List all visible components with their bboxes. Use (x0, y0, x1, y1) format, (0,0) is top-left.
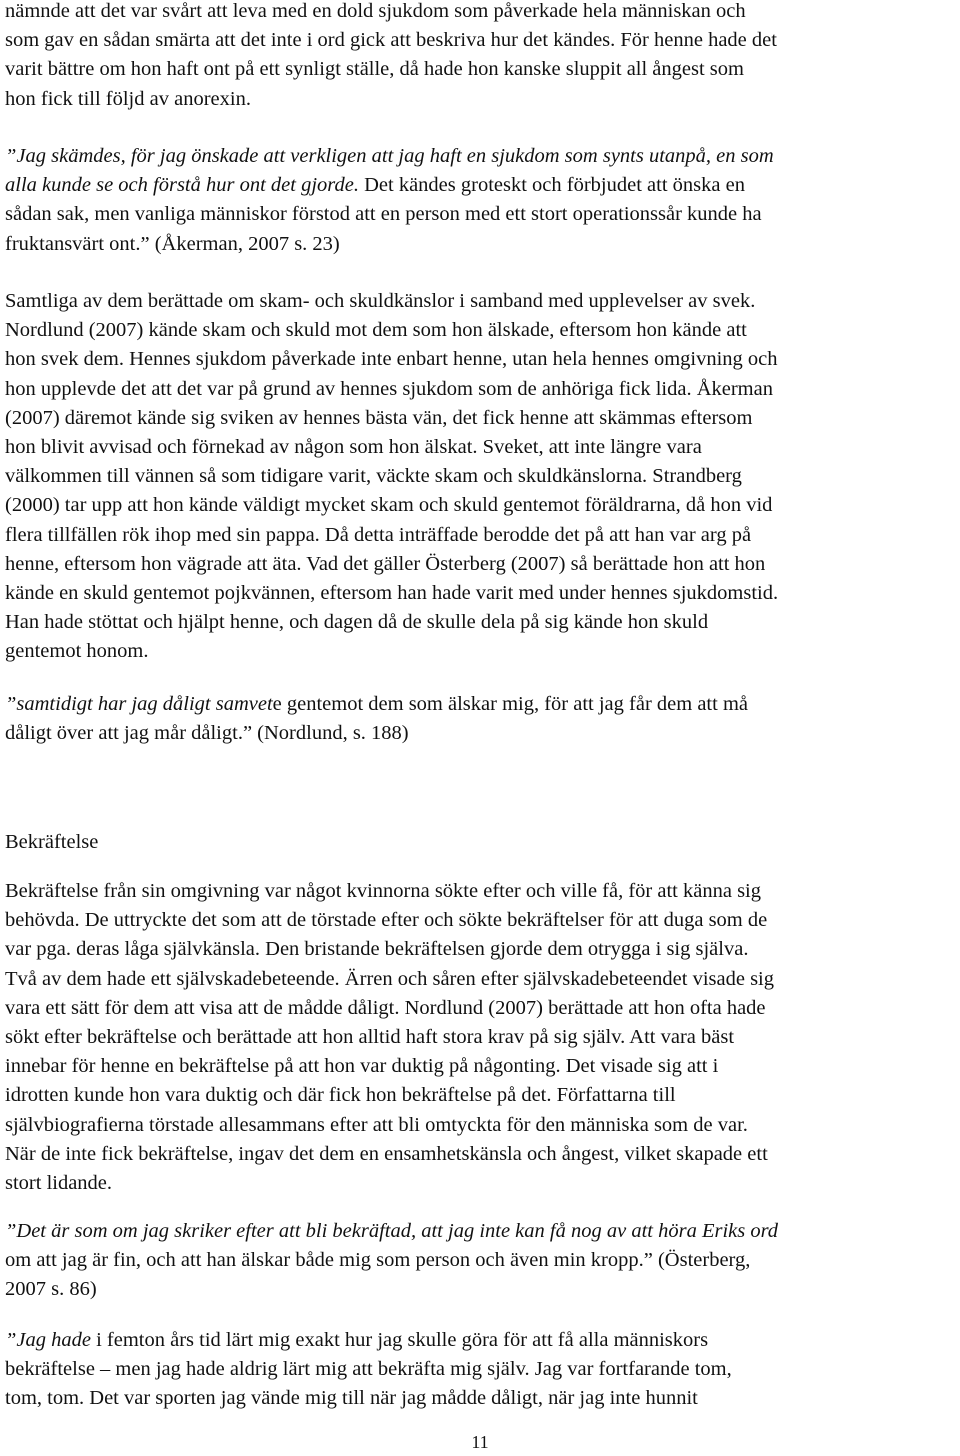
text-line: alla kunde se och förstå hur ont det gjorde. Det kändes groteskt och förbjudet att önska en (5, 174, 745, 197)
text-line: hon upplevde det att det var på grund av hennes sjukdom som de anhöriga fick lida. Åkerman (5, 377, 773, 400)
text-line: behövda. De uttryckte det som att de törstade efter och sökte bekräftelser för att duga som de (5, 909, 768, 932)
text-line: henne, eftersom hon vägrade att äta. Vad det gäller Österberg (2007) så berättade hon att hon (5, 552, 766, 575)
heading-bekraftelse (5, 828, 955, 857)
quote-nordlund (5, 690, 955, 748)
text-line: hon fick till följd av anorexin. (5, 87, 251, 110)
text-line: ”Jag skämdes, för jag önskade att verkligen att jag haft en sjukdom som synts utanpå, en som (5, 145, 774, 167)
text-line: hon svek dem. Hennes sjukdom påverkade inte enbart henne, utan hela hennes omgivning och (5, 348, 778, 371)
text-line: innebar för henne en bekräftelse på att hon var duktig på någonting. Det visade sig att i (5, 1055, 719, 1078)
text-line: tom, tom. Det var sporten jag vände mig till när jag mådde dåligt, när jag inte hunnit (5, 1387, 698, 1410)
text-line: dåligt över att jag mår dåligt.” (Nordlund, s. 188) (5, 722, 409, 745)
text-line: självbiografierna törstade allesammans efter att bli omtyckta för den människa som de var. (5, 1113, 748, 1136)
text-line: Två av dem hade ett självskadebeteende. Ärren och såren efter självskadebeteendet visade sig (5, 967, 774, 990)
text-line: nämnde att det var svårt att leva med en dold sjukdom som påverkade hela människan och (5, 0, 746, 22)
text-line: idrotten kunde hon vara duktig och där fick hon bekräftelse på det. Författarna till (5, 1084, 676, 1107)
text-line: sökt efter bekräftelse och berättade att hon alltid haft stora krav på sig själv. Att vara bäst (5, 1026, 735, 1049)
text-line: ”samtidigt har jag dåligt samvete gentemot dem som älskar mig, för att jag får dem att må (5, 693, 748, 715)
text-line: som gav en sådan smärta att det inte i ord gick att beskriva hur det kändes. För henne hade det (5, 29, 777, 52)
text-line: (2007) däremot kände sig sviken av hennes bästa vän, det fick henne att skämmas eftersom (5, 406, 753, 429)
text-line: välkommen till vännen så som tidigare varit, väckte skam och skuldkänslorna. Strandberg (5, 465, 742, 488)
paragraph-intro-continued (5, 0, 955, 114)
text-line: flera tillfällen rök ihop med sin pappa. Då detta inträffade berodde det på att han var arg på (5, 523, 752, 546)
text-line: Han hade stöttat och hjälpt henne, och dagen då de skulle dela på sig kände hon skuld (5, 611, 709, 634)
text-line: gentemot honom. (5, 640, 149, 663)
text-line: Nordlund (2007) kände skam och skuld mot dem som hon älskade, eftersom hon kände att (5, 319, 747, 342)
text-line: ”Det är som om jag skriker efter att bli bekräftad, att jag inte kan få nog av att höra Eriks ord (5, 1220, 779, 1242)
text-line: om att jag är fin, och att han älskar både mig som person och även min kropp.” (Österberg, (5, 1249, 751, 1272)
text-line: Samtliga av dem berättade om skam- och skuldkänslor i samband med upplevelser av svek. (5, 290, 756, 312)
text-line: 2007 s. 86) (5, 1278, 97, 1301)
text-line: Bekräftelse från sin omgivning var något kvinnorna sökte efter och ville få, för att känna sig (5, 880, 761, 902)
text-line: hon blivit avvisad och förnekad av någon som hon älskat. Sveket, att inte längre vara (5, 436, 702, 459)
text-line: varit bättre om hon haft ont på ett synligt ställe, då hade hon kanske sluppit all ångest som (5, 58, 744, 81)
quote-akerman (5, 142, 955, 259)
paragraph-skam-skuld (5, 287, 955, 667)
quote-osterberg (5, 1217, 955, 1305)
text-line: bekräftelse – men jag hade aldrig lärt mig att bekräfta mig själv. Jag var fortfarande tom, (5, 1358, 732, 1381)
page-number: 11 (471, 1432, 489, 1452)
text-line: När de inte fick bekräftelse, ingav det dem en ensamhetskänsla och ångest, vilket skapade ett (5, 1142, 768, 1165)
text-line: var pga. deras låga självkänsla. Den bristande bekräftelsen gjorde dem otrygga i sig själva. (5, 938, 749, 961)
text-line: sådan sak, men vanliga människor förstod att en person med ett stort operationssår kunde ha (5, 203, 762, 226)
text-line: kände en skuld gentemot pojkvännen, eftersom han hade varit med under hennes sjukdomstid. (5, 582, 779, 605)
text-line: (2000) tar upp att hon kände väldigt mycket skam och skuld gentemot föräldrarna, då hon vid (5, 494, 773, 517)
text-line: Bekräftelse (5, 831, 99, 853)
text-line: vara ett sätt för dem att visa att de mådde dåligt. Nordlund (2007) berättade att hon ofta hade (5, 996, 766, 1019)
text-line: stort lidande. (5, 1172, 113, 1195)
text-line: fruktansvärt ont.” (Åkerman, 2007 s. 23) (5, 232, 340, 255)
paragraph-bekraftelse (5, 877, 955, 1198)
text-line: ”Jag hade i femton års tid lärt mig exakt hur jag skulle göra för att få alla människors (5, 1329, 709, 1351)
quote-femton-ar (5, 1326, 955, 1414)
